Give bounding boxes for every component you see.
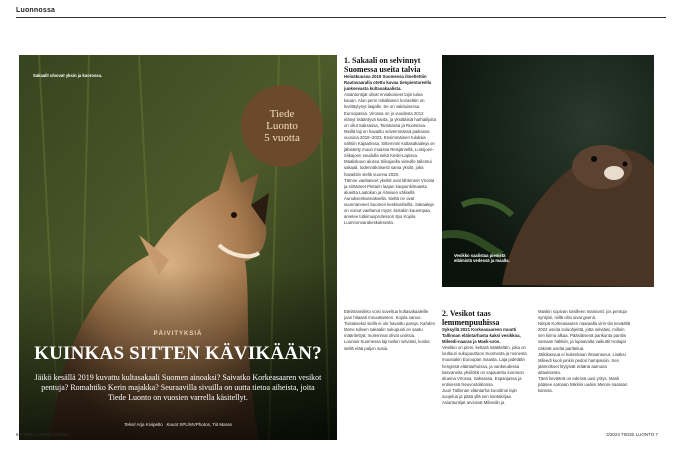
page-footer-right: 3/2024 TIEDE LUONTO 7 [606,432,658,437]
badge-line-3: 5 vuotta [264,132,300,144]
otter-photo-caption: Vesikko saalistaa pienistä eläimistä vedessä ja maalla. [454,253,510,264]
article-2-paragraph: Tänä keväänä on edessä uusi yritys. Mask pääsee samaan häkkiin uuden Meloni-naaraan kanssa. [538,376,628,394]
page-footer-left: 6 TIEDE LUONTO 3/2024 [16,432,68,437]
headline: KUINKAS SITTEN KÄVIKÄÄN? [34,343,322,364]
article-2-continued [538,309,630,394]
hero-photo [19,55,337,440]
article-2-paragraph: Syksyllä 2021 Korkeasaareen muutti Tallinnan eläintarhasta kaksi vesikkoa, Mileedi-naaras ja Mask-uros. [442,327,521,345]
badge-line-1: Tiede [269,108,295,120]
article-1 [344,56,436,226]
anniversary-badge [241,85,323,167]
credits-photos-author: SPL/MVPhotos, Tiit Maran [179,422,233,427]
article-2-paragraph: Maskin sopivan toisilleen mainiosti: jos pentuja syntyisi, niillä olisi oivat geenit. [538,309,627,321]
credits-text-label: Teksti [123,422,136,427]
header-rule [16,17,666,18]
article-2-paragraph: Jälkikasvua ei kuitenkaan ilmaantunut. Lisäksi Mileedi kuoli jonkin pedon hampaisiin. Sen jäännökset löytyivät eräänä aamuna aitauksesta. [538,351,626,375]
article-2-paragraph: Niinpä Korkeasaaren naaraalla virin-tiin keväällä 2022 useita soluohjeittä, jotta selviäisi, milloin sen kiima alkaa. Pääsiäisenä parikunta pantiin samaan häkkiin, ja lupaavalta vaikutti! Hoitajat näkivät useita parittelua. [538,321,630,351]
hero-photo-caption: Sakaalit ulvovat yksin ja kuorossa. [33,73,103,78]
article-2-paragraph: Vesikko on pieni, kettarä näätäeläin, joka on luultuuri sukupuuttoon Suomesta ja monesta muustakin Euroopan maasta. Laja pidetään hengissä eläintarhoissa, ja vankeudessa kasvaneita yksilöitä on vapautettu luontoon alueina Virossa, Saksassa, Espanjassa ja entisessä Neuvostoliitossa. [442,345,527,387]
credits [19,422,337,427]
article-1-paragraph: Asiantuntijat olivat ennakoineet lajin tuloa kauan. Alun perin Intiallainen koiraeläin on levittäytynyt laajalle. Se on vakituisessa Euroopassa. Virossa on jo vuodesta 2012 elänyt lisääntyvä kanta, ja yksittäisiä harhailijoita on ollut Saksassa, Tanskassa ja Ruotsissa. [344,92,436,128]
credits-photos-label: Kuvat [166,422,179,427]
article-1-paragraph: Eteläranniikko voisi soveltua kultasakaaleille joan hitaasti mnuuttaneen. Kojola sanoo. Toistaiseksi siellä ei ole havaittu pareja. Kahden tänne tulleen sakaalin sukupuoli on saatu määritettyä; molemmat olivat uroksia. [344,309,436,339]
deck: Jäikö kesällä 2019 kuvattu kultasakaali Suomen ainoaksi? Saivatko Korkeasaaren vesikot pentuja? Romahtiko Kerin majakka? Seuraavilla sivuilla on uutta tietoa aiheista, joita Tiede Luonto on vuosien varrella käsitellyt. [34,373,322,402]
article-2 [442,309,532,406]
article-2-paragraph: Juuri Tallinnan eläintarha koordinoi lajin suojelua ja pitää yllä sen kantakirjaa. Asiantuntijat arvioivat Mileedin ja [442,387,517,406]
badge-line-2: Luonto [266,120,298,132]
article-1-paragraph: Heinäkuussa 2019 Suomessa ilmeltettiin Rautavaaralla otettu kuvaa tienpientareella juoksevasta kultasakaalista. [344,74,432,92]
article-1-paragraph: Meillä laji on havaittu selvemmässä paikassa vuosina 2018–2023. Ensimmäinen tuloksia nähtiin Kajaanissa. Sittemmin kultasakaaleja on jäbistetty muun muassa Reisjärvellä, Lumijoen-Siikajoen seudulla sekä Keski-Lapissa. Maaliskuun alussa Siikajoella videolle tallentui sakaali, todennäköisesti sama yksilö, joka havaittiin siellä vuonna 2020. [344,128,435,177]
section-title: Luonnossa [16,7,56,14]
kicker: PÄIVITYKSIÄ [153,331,203,337]
article-1-title: 1. Sakaali on selvinnyt Suomessa useita talvia [344,56,421,74]
article-2-title: 2. Vesikot taas lemmenpuuhissa [442,309,500,327]
otter-photo [442,55,654,287]
credits-text-author: Arja Kivipelto [136,422,163,427]
article-1-paragraph: Tämne vaeltaneet yksilöt ovat lähteneet Virosta ja siirtäneet Pietarin laajan kaupunkimaasta alueitta Laatokan ja Äänisen välisellä Aunuksenkannaksella. Sieltä ne ovat suunnanneet Suomen keskivaiheilla. Sakaaleja on voinut vaeltanut myös Jostakin kauempaa, arvelee tutkimusprofessori Ilpo Kojola Luonnonvarakeskuksesta. [344,177,435,226]
article-1-paragraph: Lounais-Suomessa laji tuskin selviäisi, koska siellä elää paljon susia. [344,339,430,351]
article-1-tail [344,309,436,352]
